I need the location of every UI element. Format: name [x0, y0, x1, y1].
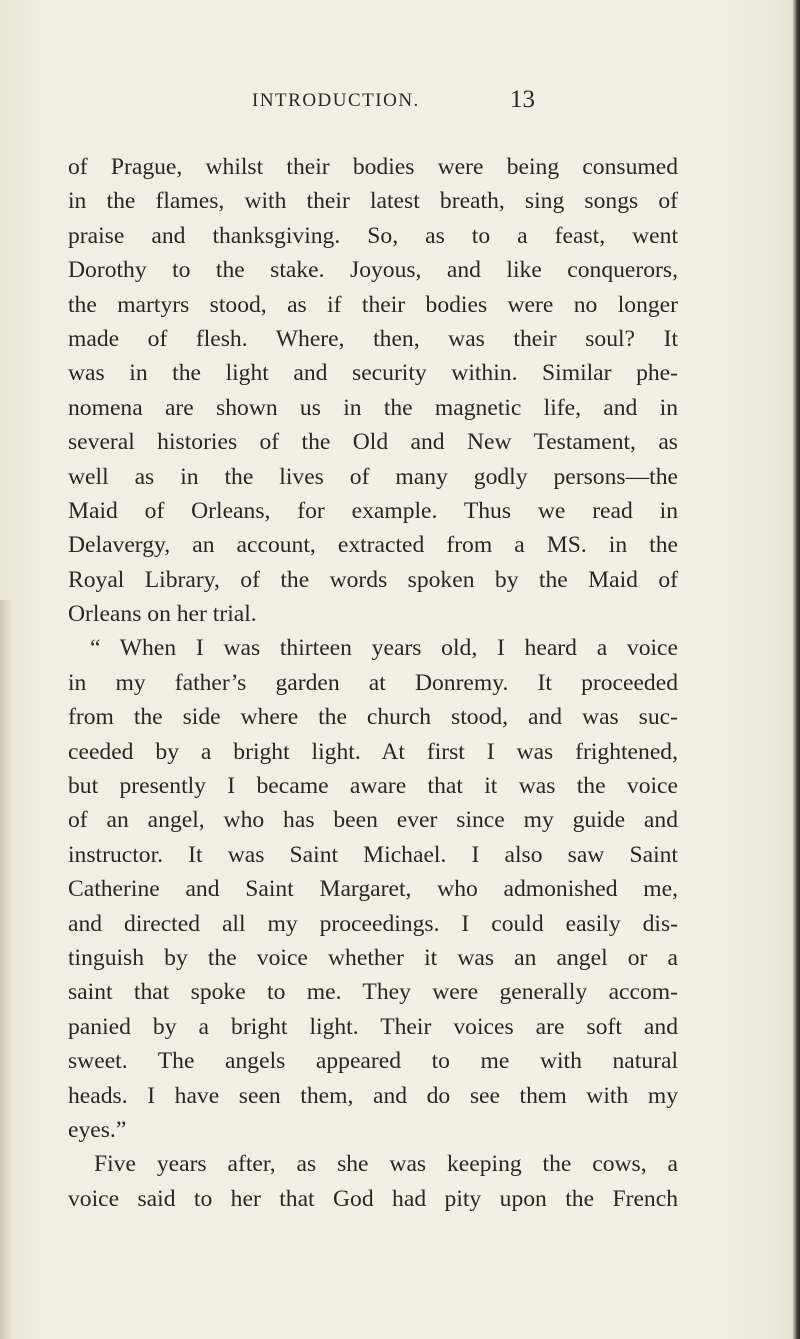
page-shadow — [0, 600, 14, 1339]
text-line: saint that spoke to me. They were generally accom- — [68, 979, 678, 1006]
text-line: Dorothy to the stake. Joyous, and like conquerors, — [68, 257, 678, 284]
text-line: Catherine and Saint Margaret, who admonished me, — [68, 876, 678, 903]
text-line: ceeded by a bright light. At first I was frightened, — [68, 738, 678, 765]
text-line: Five years after, as she was keeping the cows, a — [94, 1151, 678, 1178]
text-line: of an angel, who has been ever since my guide and — [68, 807, 678, 834]
text-line: made of flesh. Where, then, was their soul? It — [68, 325, 678, 352]
text-line: panied by a bright light. Their voices are soft and — [68, 1013, 678, 1040]
text-line: was in the light and security within. Similar phe- — [68, 360, 678, 387]
text-line: Royal Library, of the words spoken by the Maid of — [68, 566, 678, 593]
text-line: several histories of the Old and New Testament, as — [68, 429, 678, 456]
text-line: from the side where the church stood, and was suc- — [68, 704, 678, 731]
text-line: in my father’s garden at Donremy. It proceeded — [68, 669, 678, 696]
text-line: instructor. It was Saint Michael. I also saw Saint — [68, 841, 678, 868]
text-line: Orleans on her trial. — [68, 601, 257, 628]
text-line: of Prague, whilst their bodies were being consumed — [68, 154, 678, 180]
page-header — [0, 86, 800, 126]
text-line: Delavergy, an account, extracted from a MS. in the — [68, 532, 678, 559]
text-line: the martyrs stood, as if their bodies were no longer — [68, 291, 678, 318]
body-text — [68, 150, 678, 1216]
text-line: tinguish by the voice whether it was an angel or a — [68, 944, 678, 971]
text-line: in the flames, with their latest breath, sing songs of — [68, 188, 678, 215]
text-line: heads. I have seen them, and do see them with my — [68, 1082, 678, 1109]
text-line: nomena are shown us in the magnetic life, and in — [68, 394, 678, 421]
text-line: praise and thanksgiving. So, as to a feast, went — [68, 222, 678, 249]
page-number: 13 — [510, 86, 535, 113]
page-edge — [793, 0, 800, 1339]
text-line: well as in the lives of many godly persons—the — [68, 463, 678, 490]
text-line: sweet. The angels appeared to me with natural — [68, 1048, 678, 1075]
text-line: voice said to her that God had pity upon the French — [68, 1185, 678, 1212]
text-line: “ When I was thirteen years old, I heard a voice — [90, 635, 678, 662]
text-line: but presently I became aware that it was the voice — [68, 773, 678, 800]
text-line: Maid of Orleans, for example. Thus we read in — [68, 497, 678, 524]
running-title: INTRODUCTION. — [252, 90, 420, 111]
text-line: eyes.” — [68, 1116, 127, 1143]
text-line: and directed all my proceedings. I could easily dis- — [68, 910, 678, 937]
